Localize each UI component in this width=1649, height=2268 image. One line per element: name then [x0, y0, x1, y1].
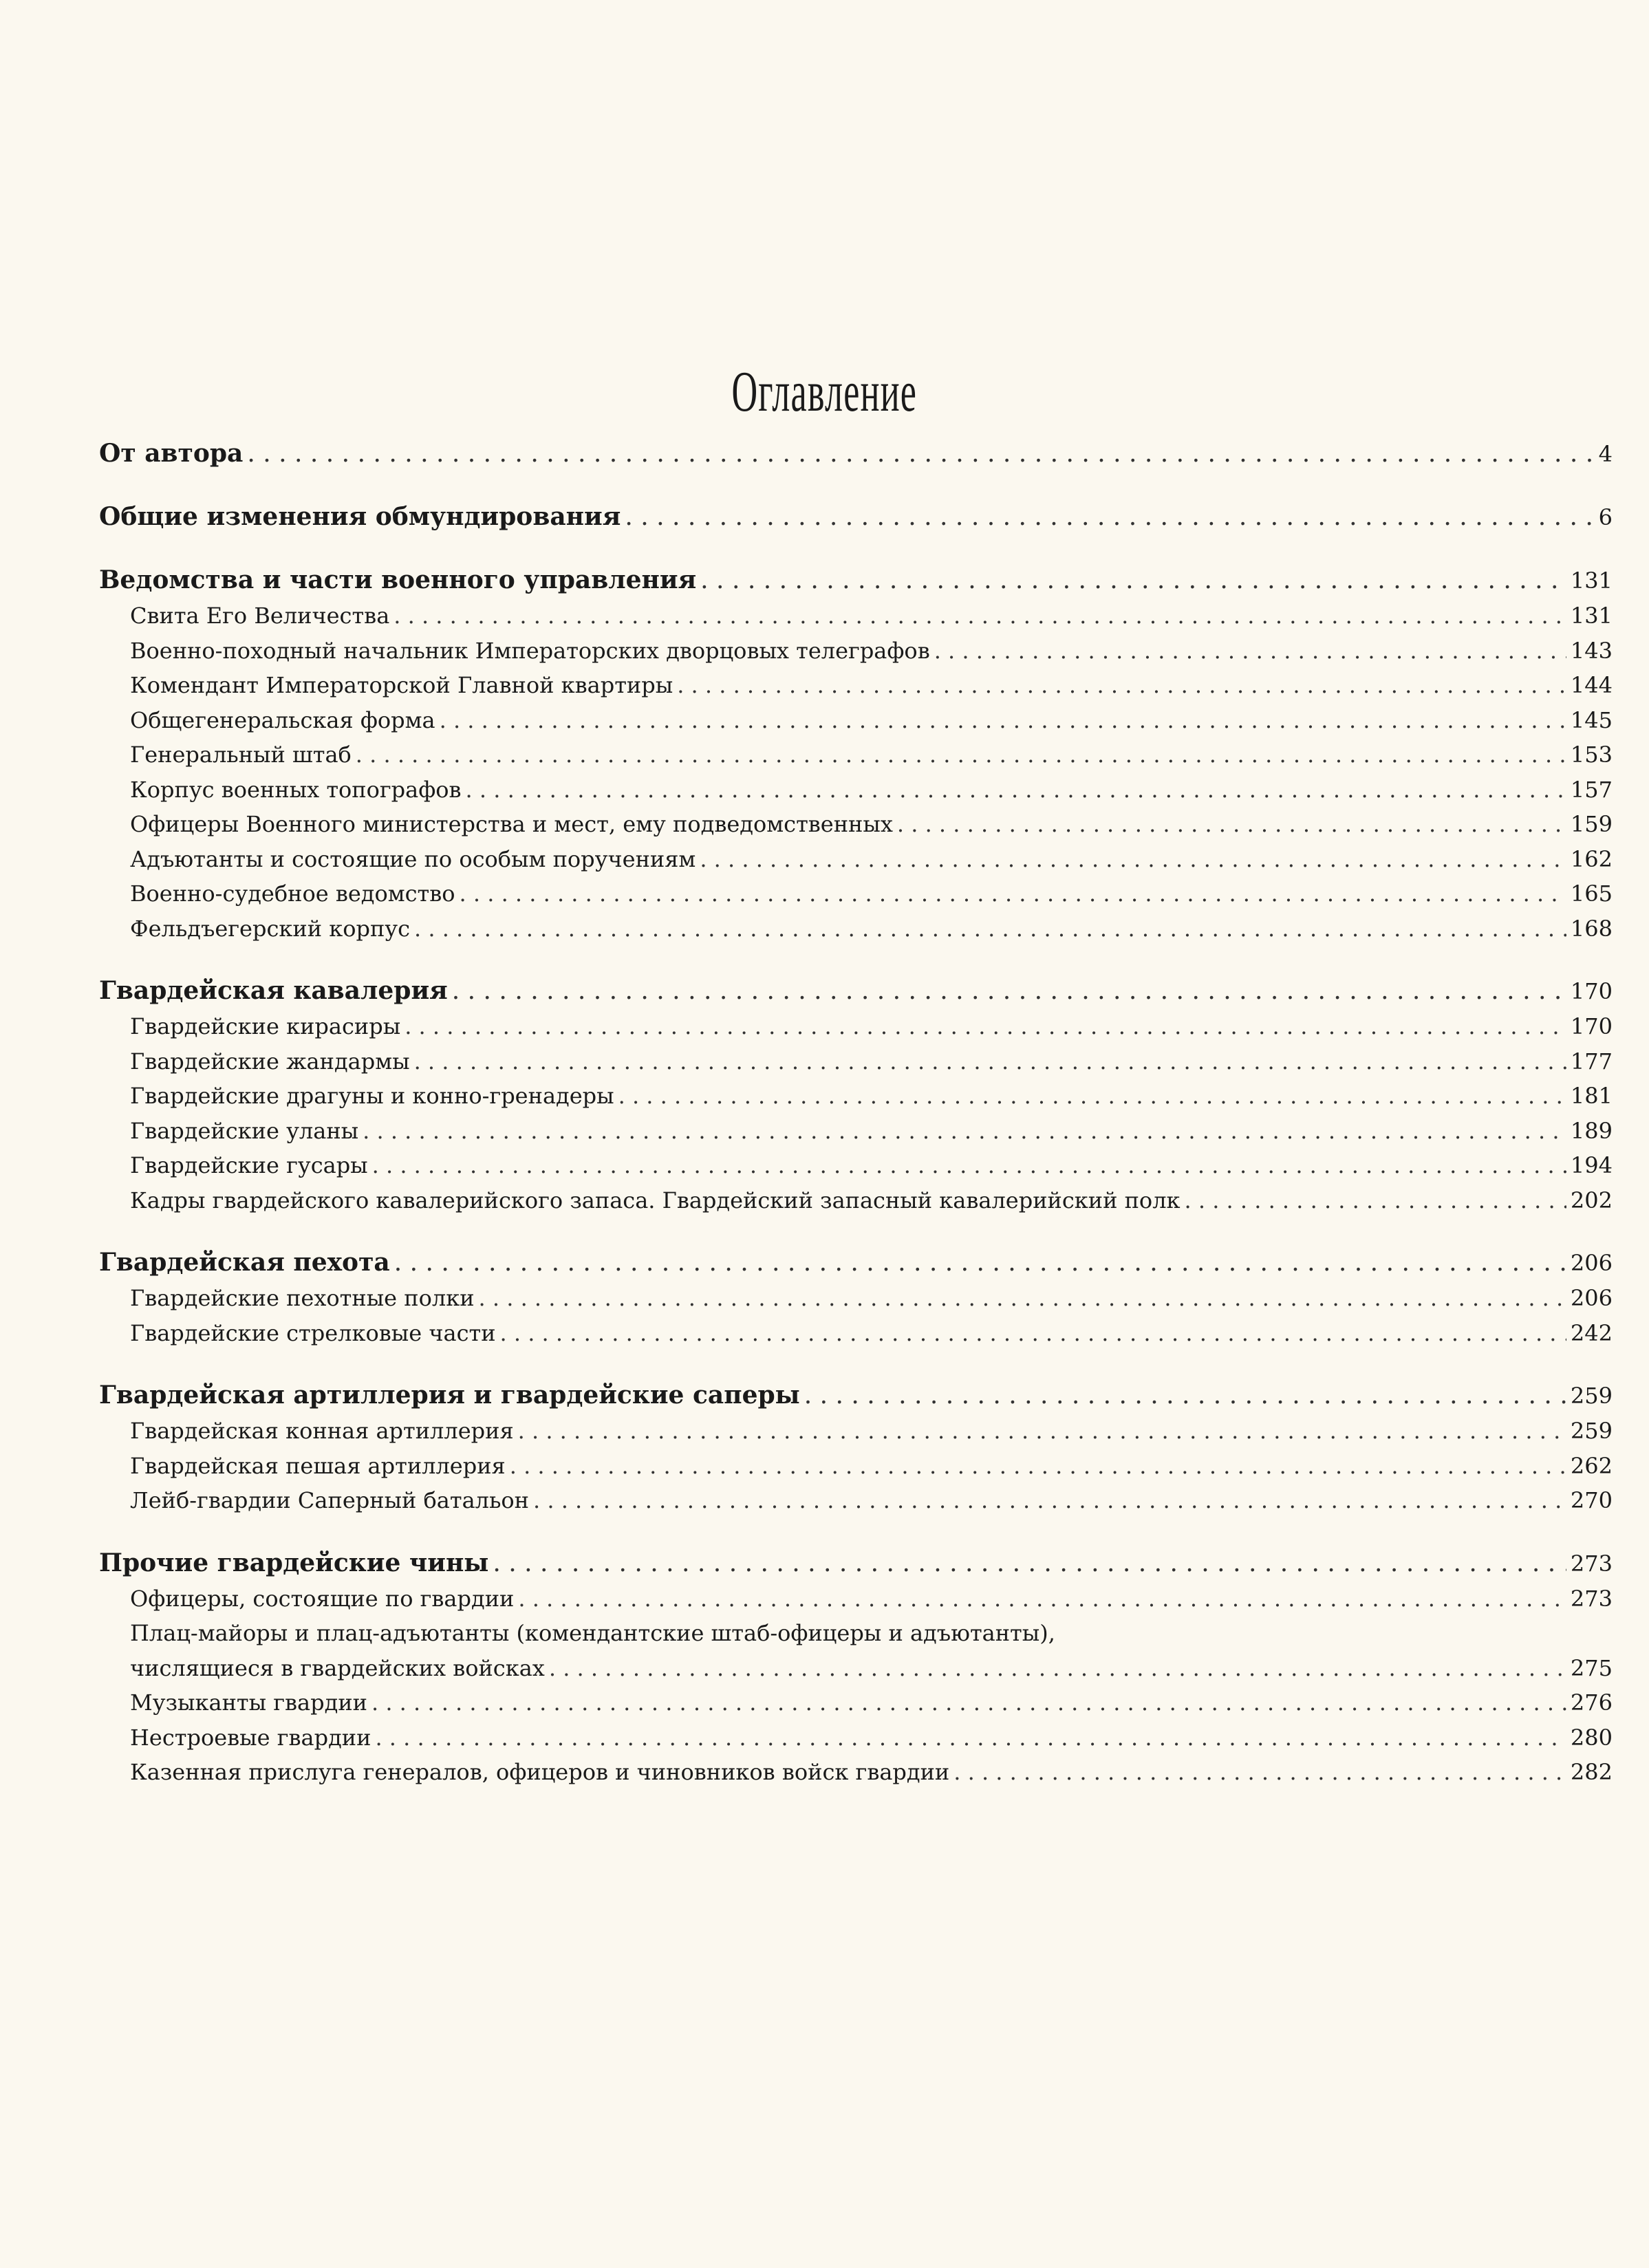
toc-page-number: 273	[1570, 1550, 1613, 1577]
toc-section-heading[interactable]	[99, 435, 1613, 472]
dot-leader	[452, 973, 1566, 1010]
toc-section-heading[interactable]	[99, 1244, 1613, 1281]
toc-page-number: 242	[1570, 1319, 1613, 1346]
dot-leader	[414, 1044, 1566, 1079]
dot-leader	[440, 703, 1566, 738]
dot-leader	[460, 876, 1566, 911]
toc-entry[interactable]	[99, 1079, 1613, 1114]
toc-section-heading[interactable]	[99, 498, 1613, 535]
toc-entry-label: Казенная прислуга генералов, офицеров и чиновников войск гвардии	[130, 1759, 950, 1785]
toc-page-number: 170	[1570, 978, 1613, 1004]
toc-entry[interactable]	[99, 1044, 1613, 1079]
toc-entry[interactable]	[99, 737, 1613, 773]
toc-entry-label: Гвардейская кавалерия	[99, 976, 448, 1005]
toc-entry-label: числящиеся в гвардейских войсках	[130, 1654, 545, 1681]
toc-entry-label: Лейб-гвардии Саперный батальон	[130, 1487, 529, 1513]
toc-page-number: 181	[1570, 1083, 1613, 1109]
toc-section	[99, 435, 1613, 472]
toc-page-number: 194	[1570, 1152, 1613, 1178]
dot-leader	[953, 1755, 1566, 1790]
toc-page-number: 270	[1570, 1487, 1613, 1513]
dot-leader	[700, 562, 1566, 599]
dot-leader	[804, 1377, 1566, 1414]
toc-entry-label: Общегенеральская форма	[130, 706, 435, 733]
toc-entry[interactable]	[99, 634, 1613, 669]
toc-page-number: 6	[1598, 504, 1613, 530]
toc-page-number: 162	[1570, 845, 1613, 872]
toc-entry-label: Гвардейские пехотные полки	[130, 1285, 475, 1311]
dot-leader	[897, 807, 1566, 842]
toc-section	[99, 1544, 1613, 1790]
toc-page-number: 177	[1570, 1048, 1613, 1074]
toc-page-number: 259	[1570, 1383, 1613, 1409]
toc-entry-label: Военно-походный начальник Императорских дворцовых телеграфов	[130, 637, 930, 664]
dot-leader	[466, 773, 1566, 808]
toc-page-number: 170	[1570, 1013, 1613, 1039]
dot-leader	[677, 668, 1566, 703]
toc-entry-label: Гвардейские уланы	[130, 1117, 359, 1144]
toc-entry[interactable]	[99, 703, 1613, 738]
toc-entry[interactable]	[99, 1316, 1613, 1351]
toc-entry[interactable]	[99, 1483, 1613, 1518]
dot-leader	[363, 1114, 1566, 1149]
dot-leader	[356, 737, 1566, 773]
dot-leader	[549, 1651, 1566, 1686]
table-of-contents	[99, 435, 1613, 1790]
toc-entry-label: Гвардейская пешая артиллерия	[130, 1452, 506, 1479]
toc-page-number: 206	[1570, 1250, 1613, 1276]
toc-page-number: 144	[1570, 672, 1613, 698]
toc-page-number: 165	[1570, 881, 1613, 907]
toc-entry-label: Гвардейская артиллерия и гвардейские саперы	[99, 1381, 800, 1410]
toc-section	[99, 498, 1613, 535]
toc-entry[interactable]	[99, 1114, 1613, 1149]
toc-page-number: 159	[1570, 811, 1613, 837]
toc-entry[interactable]	[99, 1720, 1613, 1756]
dot-leader	[700, 842, 1566, 877]
toc-entry[interactable]	[99, 773, 1613, 808]
toc-section	[99, 1376, 1613, 1518]
toc-page-number: 259	[1570, 1418, 1613, 1444]
dot-leader	[533, 1483, 1566, 1518]
toc-entry[interactable]	[99, 911, 1613, 947]
toc-entry[interactable]	[99, 1755, 1613, 1790]
toc-entry[interactable]	[99, 1148, 1613, 1183]
dot-leader	[375, 1720, 1566, 1756]
toc-section-heading[interactable]	[99, 561, 1613, 598]
toc-section	[99, 561, 1613, 946]
dot-leader	[394, 598, 1566, 634]
toc-entry[interactable]	[99, 1616, 1613, 1651]
toc-entry-label: Военно-судебное ведомство	[130, 881, 455, 907]
toc-entry[interactable]	[99, 1449, 1613, 1484]
toc-entry[interactable]	[99, 1281, 1613, 1316]
dot-leader	[247, 435, 1594, 473]
toc-entry-label: Кадры гвардейского кавалерийского запаса. Гвардейский запасный кавалерийский полк	[130, 1187, 1181, 1213]
toc-page-number: 202	[1570, 1187, 1613, 1213]
toc-entry-label: Ведомства и части военного управления	[99, 565, 697, 594]
toc-entry[interactable]	[99, 668, 1613, 703]
toc-page-number: 4	[1598, 441, 1613, 467]
dot-leader	[500, 1316, 1566, 1351]
toc-page-number: 153	[1570, 742, 1613, 768]
dot-leader	[493, 1545, 1566, 1582]
toc-entry-label: Гвардейские кирасиры	[130, 1013, 401, 1039]
toc-entry[interactable]	[99, 842, 1613, 877]
toc-entry-label: Общие изменения обмундирования	[99, 502, 621, 531]
toc-entry-label: Гвардейские гусары	[130, 1152, 368, 1178]
toc-entry-label: Корпус военных топографов	[130, 776, 462, 803]
toc-entry-label: Нестроевые гвардии	[130, 1724, 371, 1751]
dot-leader	[618, 1079, 1566, 1114]
dot-leader	[934, 634, 1566, 669]
toc-page-number: 168	[1570, 915, 1613, 942]
dot-leader	[405, 1009, 1566, 1044]
toc-section-heading[interactable]	[99, 1376, 1613, 1414]
toc-entry-label: Офицеры, состоящие по гвардии	[130, 1585, 515, 1612]
toc-entry[interactable]	[99, 1581, 1613, 1617]
toc-page-number: 280	[1570, 1724, 1613, 1751]
toc-page-number: 131	[1570, 603, 1613, 629]
toc-section	[99, 972, 1613, 1218]
dot-leader	[625, 499, 1594, 536]
dot-leader	[414, 911, 1566, 947]
toc-section	[99, 1244, 1613, 1350]
toc-entry[interactable]	[99, 1414, 1613, 1449]
toc-entry[interactable]	[99, 876, 1613, 911]
toc-entry-label: Плац-майоры и плац-адъютанты (комендантские штаб-офицеры и адъютанты),	[130, 1620, 1055, 1646]
toc-entry-label: Комендант Императорской Главной квартиры	[130, 672, 673, 698]
toc-page-number: 206	[1570, 1285, 1613, 1311]
toc-page-number: 157	[1570, 776, 1613, 803]
toc-entry[interactable]	[99, 807, 1613, 842]
toc-page-number: 143	[1570, 637, 1613, 664]
toc-page-number: 145	[1570, 706, 1613, 733]
toc-entry-label: Гвардейская конная артиллерия	[130, 1418, 514, 1444]
toc-entry-label: Адъютанты и состоящие по особым поручениям	[130, 845, 696, 872]
toc-entry-label: Прочие гвардейские чины	[99, 1548, 489, 1577]
dot-leader	[479, 1281, 1566, 1316]
toc-entry-label: От автора	[99, 439, 244, 468]
toc-entry-label: Гвардейские жандармы	[130, 1048, 410, 1074]
toc-page-number: 276	[1570, 1689, 1613, 1716]
toc-page-number: 189	[1570, 1117, 1613, 1144]
toc-entry[interactable]	[99, 1009, 1613, 1044]
toc-section-heading[interactable]	[99, 972, 1613, 1009]
dot-leader	[372, 1148, 1566, 1183]
dot-leader	[518, 1581, 1566, 1617]
toc-entry-continuation[interactable]	[99, 1651, 1613, 1686]
toc-entry-label: Гвардейские стрелковые части	[130, 1319, 496, 1346]
toc-entry[interactable]	[99, 1685, 1613, 1720]
toc-page-number: 131	[1570, 568, 1613, 594]
toc-entry-label: Гвардейские драгуны и конно-гренадеры	[130, 1083, 614, 1109]
toc-entry-label: Музыканты гвардии	[130, 1689, 367, 1716]
toc-entry-label: Фельдъегерский корпус	[130, 915, 411, 942]
toc-page-number: 275	[1570, 1654, 1613, 1681]
toc-entry-label: Офицеры Военного министерства и мест, ему подведомственных	[130, 811, 893, 837]
dot-leader	[1185, 1183, 1566, 1218]
dot-leader	[394, 1244, 1566, 1282]
toc-entry-label: Свита Его Величества	[130, 603, 390, 629]
toc-page-number: 262	[1570, 1452, 1613, 1479]
toc-entry-label: Гвардейская пехота	[99, 1248, 390, 1277]
dot-leader	[371, 1685, 1566, 1720]
page-title: Оглавление	[731, 360, 918, 424]
dot-leader	[510, 1449, 1566, 1484]
toc-entry[interactable]	[99, 598, 1613, 634]
toc-page-number: 282	[1570, 1759, 1613, 1785]
toc-entry-label: Генеральный штаб	[130, 742, 352, 768]
toc-entry[interactable]	[99, 1183, 1613, 1218]
toc-section-heading[interactable]	[99, 1544, 1613, 1581]
toc-page-number: 273	[1570, 1585, 1613, 1612]
dot-leader	[518, 1414, 1566, 1449]
